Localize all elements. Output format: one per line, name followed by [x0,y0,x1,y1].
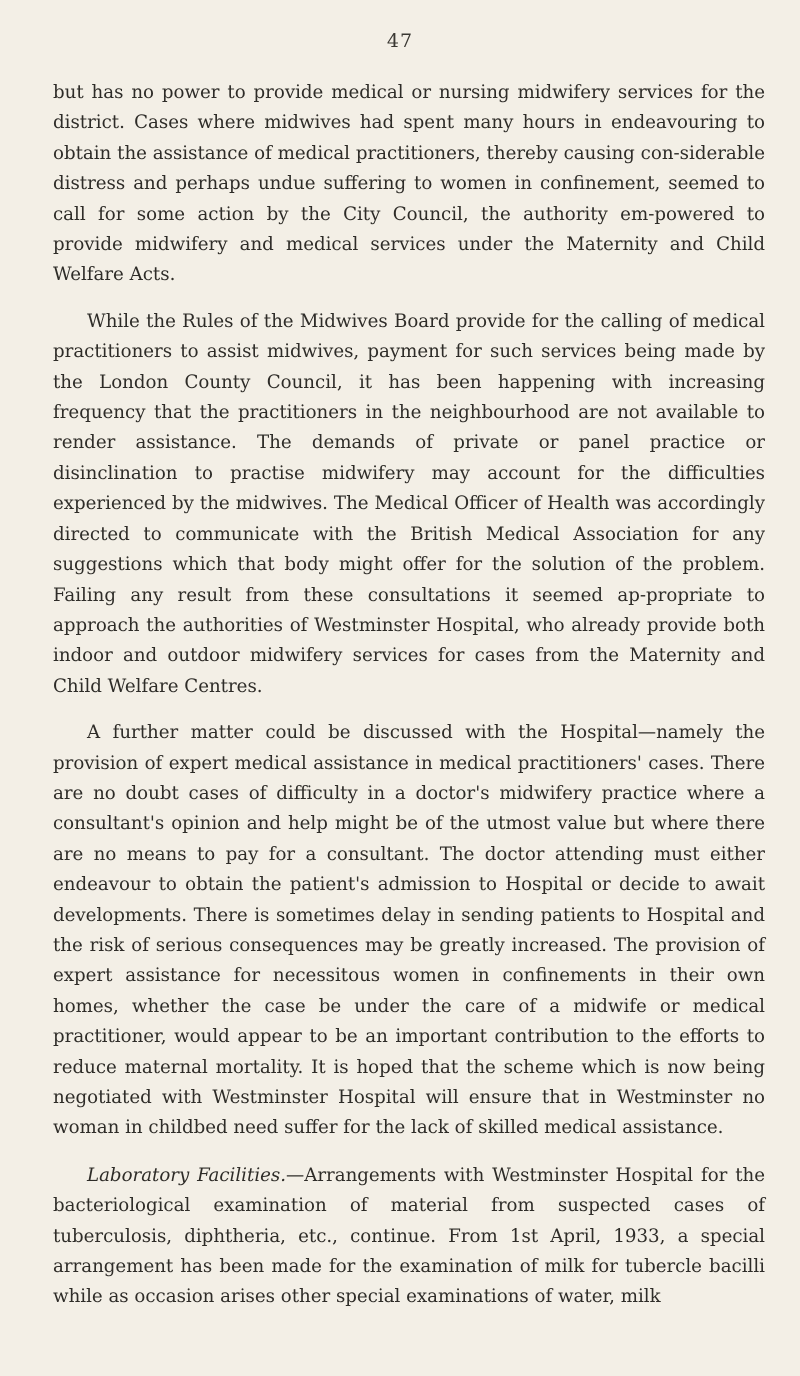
paragraph-expert-assistance: A further matter could be discussed with the Hospital—namely the provision of expert medical assistance in medical practitioners' cases. There are no doubt cases of difficulty in a doctor's midwifery practice where a consultant's opinion and help might be of the utmost value but where there are no means to pay for a consultant. The doctor attending must either endeavour to obtain the patient's admission to Hospital or decide to await developments. There is sometimes delay in sending patients to Hospital and the risk of serious consequences may be greatly increased. The provision of expert assistance for necessitous women in confinements in their own homes, whether the case be under the care of a midwife or medical practitioner, would appear to be an important contribution to the efforts to reduce maternal mortality. It is hoped that the scheme which is now being negotiated with Westminster Hospital will ensure that in Westminster no woman in childbed need suffer for the lack of skilled medical assistance. [53,722,765,1139]
section-heading-laboratory-facilities: Laboratory Facilities. [87,1164,287,1186]
paragraph-laboratory-text: —Arrangements with Westminster Hospital for the bacteriological examination of material from suspected cases of tuberculosis, diphtheria, etc., continue. From 1st April, 1933, a special arrangement has been made for the examination of milk for tubercle bacilli while as occasion arises other special examinations of water, milk [53,1164,765,1308]
page-number: 47 [386,30,414,52]
paragraph-midwives-board: While the Rules of the Midwives Board provide for the calling of medical practitioners to assist midwives, payment for such services being made by the London County Council, it has been happening with increasing frequency that the practitioners in the neighbourhood are not available to render assistance. The demands of private or panel practice or disinclination to practise midwifery may account for the difficulties experienced by the midwives. The Medical Officer of Health was accordingly directed to communicate with the British Medical Association for any suggestions which that body might offer for the solution of the problem. Failing any result from these consultations it seemed ap-propriate to approach the authorities of Westminster Hospital, who already provide both indoor and outdoor midwifery services for cases from the Maternity and Child Welfare Centres. [53,310,765,697]
paragraph-laboratory-facilities [53,1161,765,1313]
paragraph-continuation: but has no power to provide medical or nursing midwifery services for the district. Cases where midwives had spent many hours in endeavouring to obtain the assistance of medical practitioners, thereby causing con-siderable distress and perhaps undue suffering to women in confinement, seemed to call for some action by the City Council, the authority em-powered to provide midwifery and medical services under the Maternity and Child Welfare Acts. [53,82,765,286]
body-text [53,78,765,1313]
